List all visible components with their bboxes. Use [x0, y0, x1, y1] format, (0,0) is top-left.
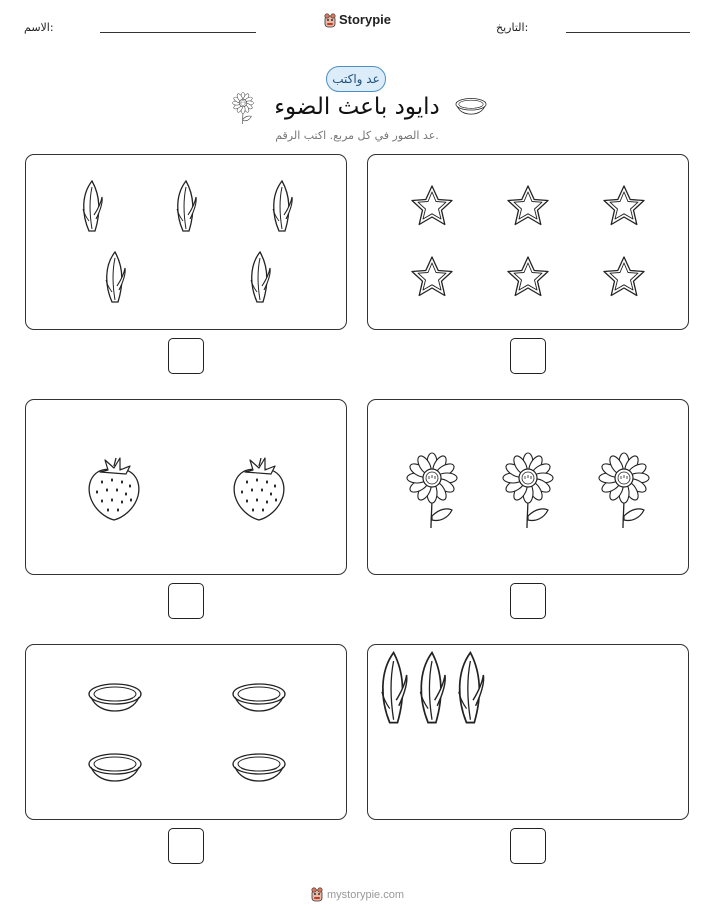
answer-box-stars[interactable] — [510, 338, 546, 374]
answer-box-leaves-5[interactable] — [168, 338, 204, 374]
storypie-logo-icon — [323, 12, 337, 28]
flowers-group — [368, 400, 690, 576]
counting-panel-bowls — [25, 644, 347, 820]
leaf-icon — [382, 653, 407, 723]
star-icon — [508, 186, 548, 225]
bowl-icon — [233, 684, 285, 711]
date-line[interactable] — [566, 32, 690, 33]
answer-box-strawberries[interactable] — [168, 583, 204, 619]
star-icon — [508, 257, 548, 296]
leaf-icon — [420, 653, 445, 723]
star-icon — [412, 186, 452, 225]
footer-site[interactable]: mystorypie.com — [326, 889, 405, 901]
leaf-icon — [459, 653, 484, 723]
leaf-icon — [251, 252, 270, 302]
answer-box-bowls[interactable] — [168, 828, 204, 864]
star-icon — [604, 186, 644, 225]
name-label: الاسم: — [24, 21, 54, 34]
brand — [0, 12, 714, 28]
counting-panel-leaves-3 — [367, 644, 689, 820]
counting-panel-flowers — [367, 399, 689, 575]
bowl-icon — [89, 754, 141, 781]
bowls-group — [26, 645, 348, 821]
counting-panel-strawberries — [25, 399, 347, 575]
counting-panel-stars — [367, 154, 689, 330]
date-label: التاريخ: — [496, 21, 529, 34]
counting-panel-leaves-5 — [25, 154, 347, 330]
star-icon — [604, 257, 644, 296]
bowl-icon — [89, 684, 141, 711]
name-line[interactable] — [100, 32, 256, 33]
star-icon — [412, 257, 452, 296]
leaf-icon — [83, 181, 102, 231]
flower-icon — [599, 453, 649, 528]
instructions: عد الصور في كل مربع. اكتب الرقم. — [275, 129, 439, 142]
page-title: دايود باعث الضوء — [274, 94, 440, 120]
leaf-icon — [177, 181, 196, 231]
leaf-icon — [106, 252, 125, 302]
flower-icon — [503, 453, 553, 528]
footer — [0, 886, 714, 902]
brand-name: Storypie — [338, 12, 391, 27]
flower-icon — [407, 453, 457, 528]
strawberry-icon — [89, 458, 139, 520]
answer-box-leaves-3[interactable] — [510, 828, 546, 864]
storypie-logo-icon — [310, 886, 324, 902]
activity-badge: عد واكتب — [326, 66, 386, 92]
leaves-group — [368, 645, 690, 821]
bowl-icon — [233, 754, 285, 781]
answer-box-flowers[interactable] — [510, 583, 546, 619]
strawberries-group — [26, 400, 348, 576]
stars-group — [368, 155, 690, 331]
leaves-group — [26, 155, 348, 331]
leaf-icon — [273, 181, 292, 231]
strawberry-icon — [234, 458, 284, 520]
